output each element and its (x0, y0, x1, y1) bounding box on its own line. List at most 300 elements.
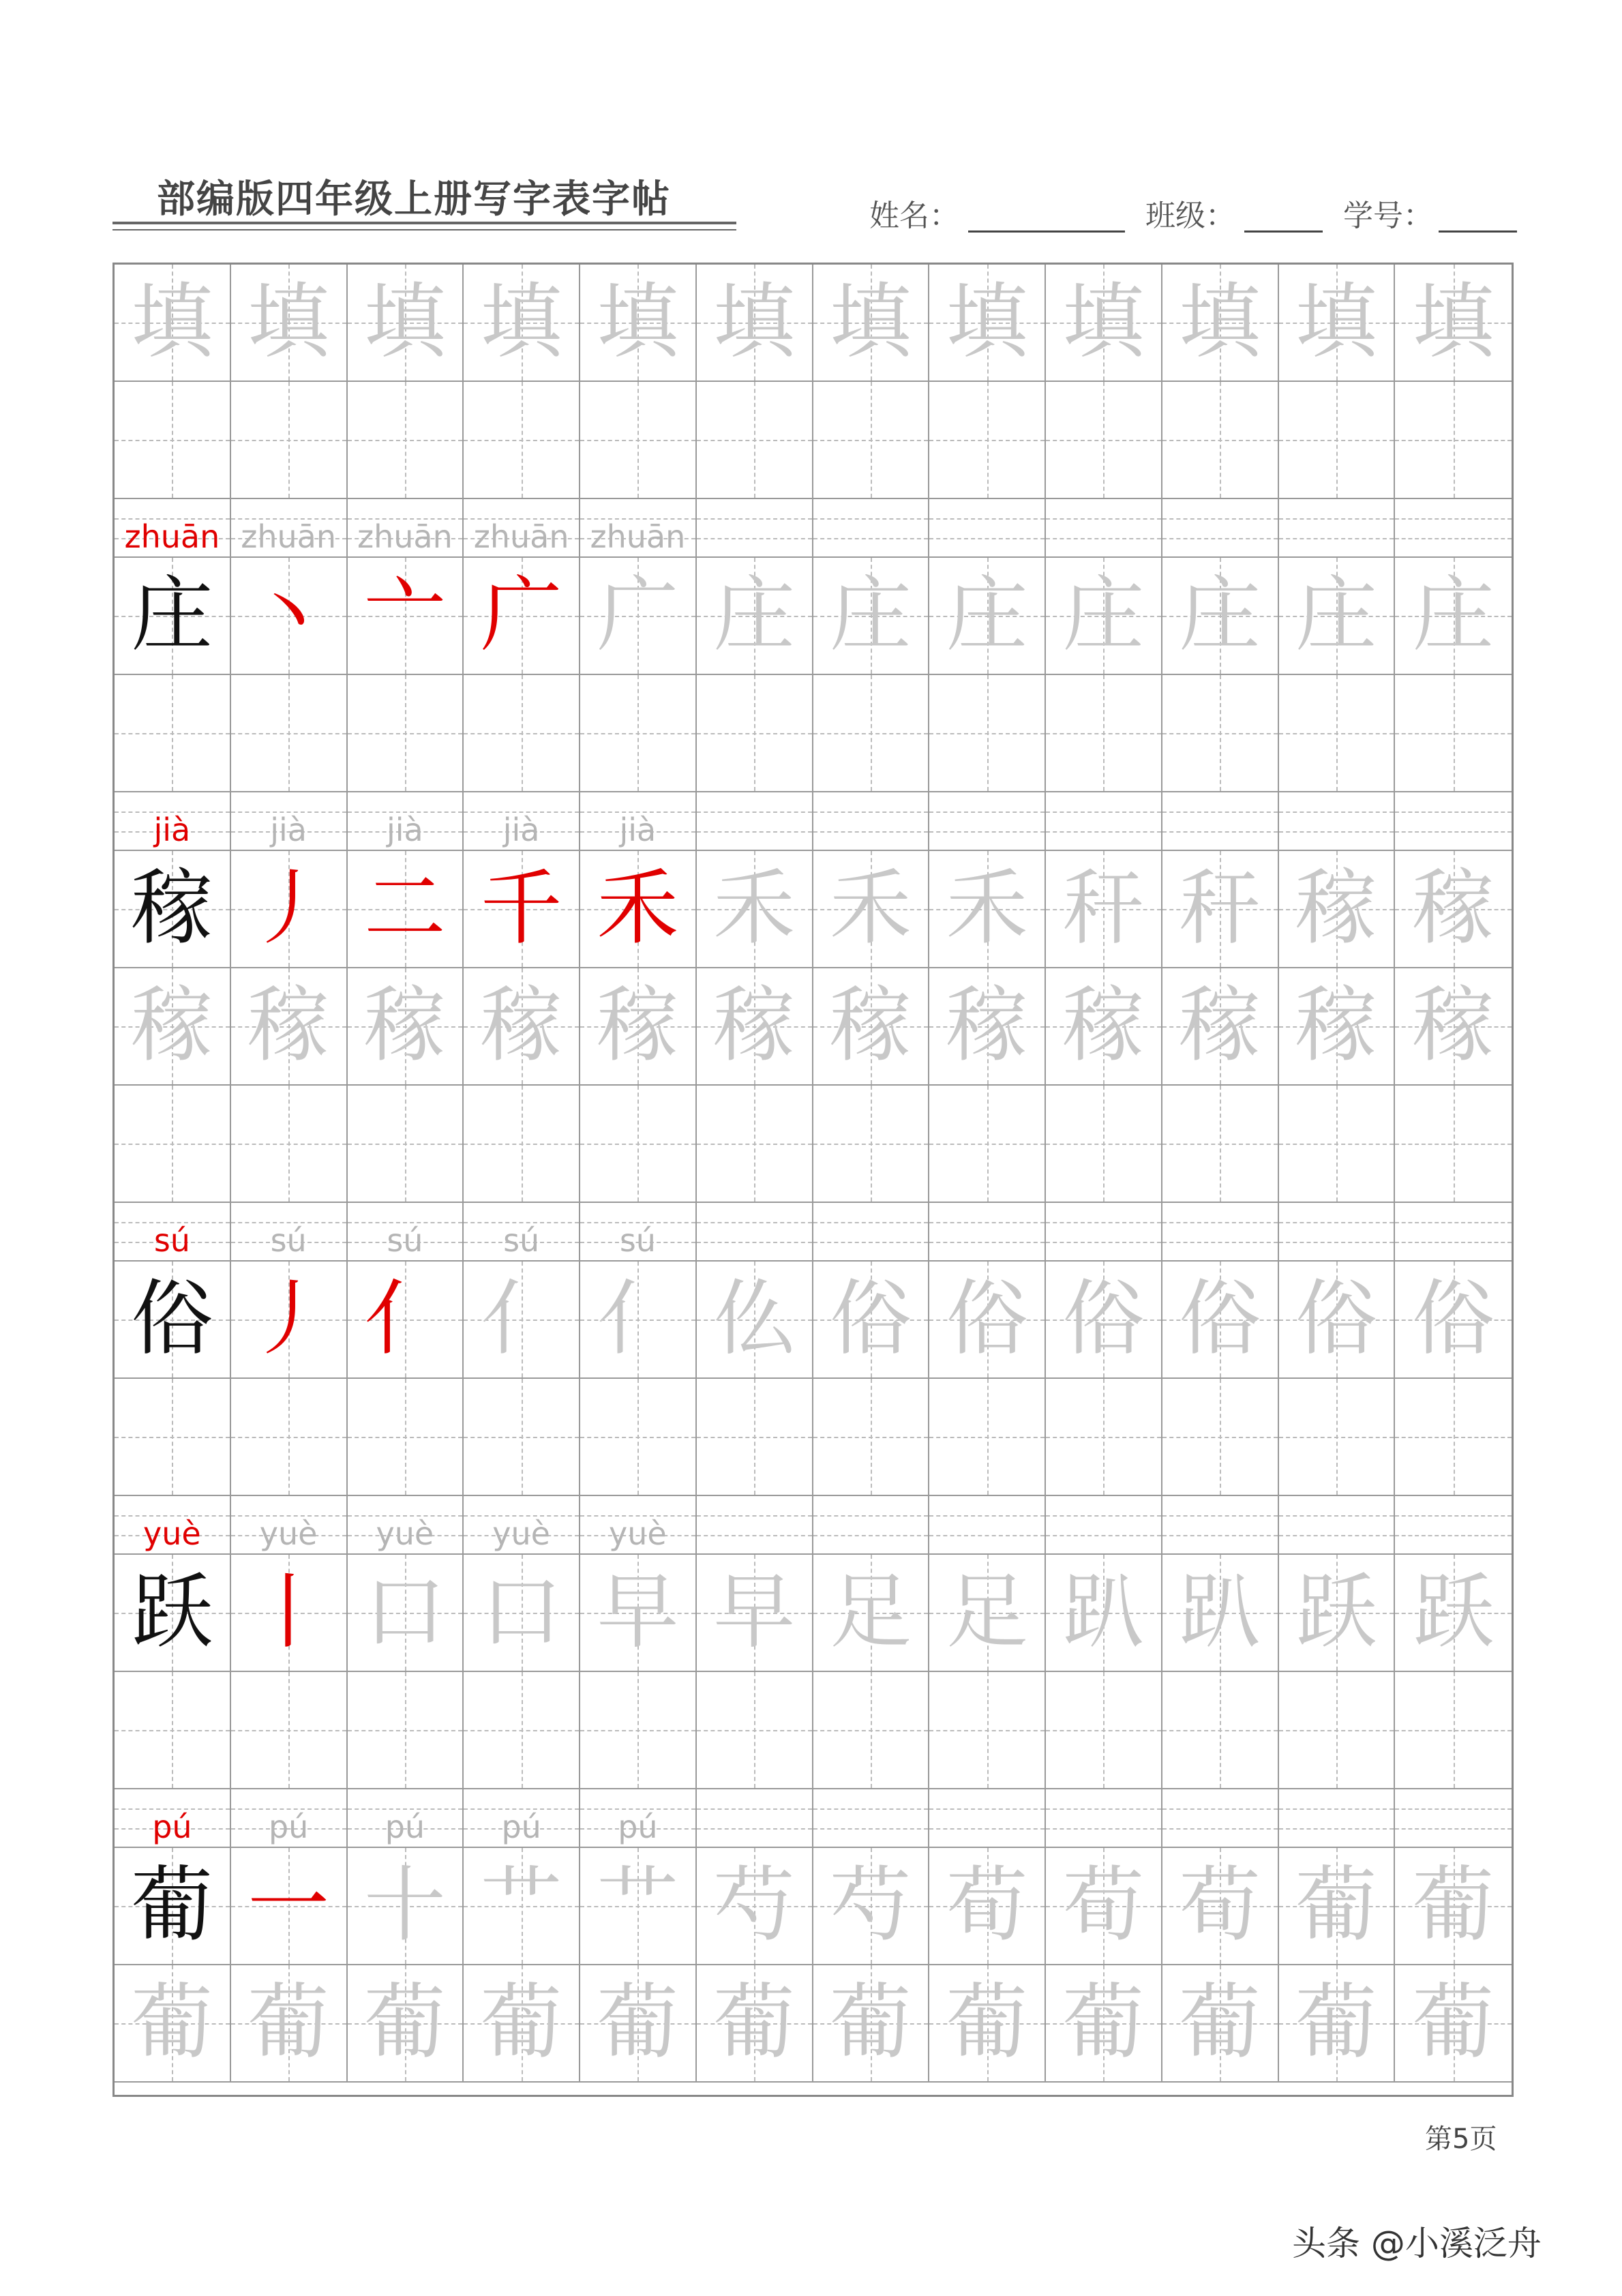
writing-cell[interactable] (929, 675, 1046, 792)
pinyin-cell[interactable] (115, 1789, 231, 1848)
pinyin-guide-line (1279, 538, 1394, 539)
pinyin-guide-line (1395, 1515, 1512, 1517)
pinyin-cell[interactable] (1046, 792, 1162, 851)
character-cell (1395, 1262, 1512, 1379)
writing-cell[interactable] (697, 382, 813, 499)
pinyin-cell[interactable] (697, 1496, 813, 1555)
character-cell (697, 558, 813, 675)
pinyin-cell[interactable] (813, 792, 930, 851)
pinyin-cell[interactable] (464, 792, 580, 851)
character-cell (348, 1555, 464, 1672)
trace-character: 葡 (829, 1976, 912, 2070)
pinyin-cell[interactable] (697, 1789, 813, 1848)
writing-cell[interactable] (348, 382, 464, 499)
guide-line-horizontal (1395, 440, 1512, 441)
writing-cell[interactable] (813, 1086, 930, 1203)
pinyin-guide-line (813, 538, 929, 539)
writing-cell[interactable] (1395, 1086, 1512, 1203)
guide-line-horizontal (231, 440, 346, 441)
guide-line-horizontal (1046, 733, 1161, 734)
pinyin-cell[interactable] (1279, 499, 1396, 558)
character-cell (115, 1848, 231, 1965)
writing-cell[interactable] (697, 1086, 813, 1203)
character-cell (231, 968, 348, 1086)
pinyin-guide-line (1046, 538, 1161, 539)
trace-character: 庄 (1179, 568, 1261, 663)
pinyin-cell[interactable] (1162, 1203, 1279, 1262)
writing-cell[interactable] (231, 1379, 348, 1496)
writing-cell[interactable] (1395, 675, 1512, 792)
writing-cell[interactable] (231, 1086, 348, 1203)
pinyin-text: sú (503, 1222, 540, 1259)
trace-character: 早 (597, 1565, 679, 1660)
character-cell (464, 1848, 580, 1965)
pinyin-cell[interactable] (1395, 1789, 1512, 1848)
pinyin-cell[interactable] (580, 1203, 697, 1262)
pinyin-guide-line (1395, 1535, 1512, 1536)
pinyin-guide-line (813, 518, 929, 520)
trace-character: 庄 (1295, 568, 1377, 663)
character-cell (1279, 1965, 1396, 2083)
character-cell (580, 851, 697, 968)
character-cell (231, 851, 348, 968)
pinyin-cell[interactable] (115, 1496, 231, 1555)
pinyin-guide-line (1279, 1222, 1394, 1223)
trace-character: 葡 (1412, 1976, 1495, 2070)
writing-cell[interactable] (1162, 1086, 1279, 1203)
pinyin-guide-line (929, 518, 1045, 520)
pinyin-cell[interactable] (929, 1496, 1046, 1555)
writing-cell[interactable] (1162, 675, 1279, 792)
trace-character: 荀 (946, 1858, 1028, 1953)
character-cell (348, 968, 464, 1086)
character-row (115, 851, 1512, 968)
character-cell (1162, 558, 1279, 675)
pinyin-guide-line (697, 831, 812, 833)
pinyin-text: jià (502, 811, 540, 848)
guide-line-horizontal (115, 1437, 230, 1438)
writing-cell[interactable] (464, 382, 580, 499)
character-cell (348, 851, 464, 968)
pinyin-cell[interactable] (929, 1789, 1046, 1848)
pinyin-guide-line (1046, 1828, 1161, 1830)
trace-character: 稼 (1295, 979, 1377, 1073)
guide-line-horizontal (1046, 440, 1161, 441)
writing-cell[interactable] (1046, 1379, 1162, 1496)
trace-character: 趴 (1062, 1565, 1145, 1660)
character-cell (1279, 265, 1396, 382)
writing-cell[interactable] (1279, 1086, 1396, 1203)
guide-line-horizontal (929, 1144, 1045, 1145)
pinyin-cell[interactable] (813, 1496, 930, 1555)
guide-line-horizontal (1162, 440, 1278, 441)
character-cell (464, 1965, 580, 2083)
character-cell (231, 558, 348, 675)
pinyin-guide-line (697, 1222, 812, 1223)
writing-cell[interactable] (1046, 1086, 1162, 1203)
pinyin-cell[interactable] (464, 1496, 580, 1555)
pinyin-text: sú (153, 1222, 190, 1259)
writing-cell[interactable] (348, 675, 464, 792)
pinyin-guide-line (813, 1515, 929, 1517)
writing-cell[interactable] (929, 1672, 1046, 1789)
guide-line-horizontal (348, 733, 463, 734)
guide-line-horizontal (1395, 1144, 1512, 1145)
writing-cell[interactable] (348, 1086, 464, 1203)
trace-character: 芍 (713, 1858, 796, 1953)
writing-cell[interactable] (929, 382, 1046, 499)
trace-character: 稼 (1179, 979, 1261, 1073)
character-cell (348, 1965, 464, 2083)
pinyin-guide-line (1046, 1222, 1161, 1223)
pinyin-text: zhuān (590, 518, 686, 555)
pinyin-guide-line (1162, 1515, 1278, 1517)
pinyin-cell[interactable] (1162, 1496, 1279, 1555)
class-blank[interactable] (1244, 230, 1323, 233)
guide-line-horizontal (580, 1437, 695, 1438)
character-row (115, 1262, 1512, 1379)
writing-cell[interactable] (1046, 382, 1162, 499)
writing-cell[interactable] (697, 1379, 813, 1496)
pinyin-guide-line (1395, 831, 1512, 833)
pinyin-text: jià (619, 811, 657, 848)
model-character: 葡 (131, 1858, 213, 1953)
pinyin-cell[interactable] (115, 1203, 231, 1262)
name-field (869, 191, 959, 235)
pinyin-text: yuè (609, 1515, 667, 1552)
trace-character: 葡 (1062, 1976, 1145, 2070)
character-cell (580, 558, 697, 675)
trace-character: 稼 (1295, 861, 1377, 956)
pinyin-guide-line (1046, 518, 1161, 520)
writing-cell[interactable] (697, 1672, 813, 1789)
writing-cell[interactable] (1046, 675, 1162, 792)
character-cell (464, 265, 580, 382)
writing-cell[interactable] (348, 1379, 464, 1496)
writing-cell[interactable] (1279, 1672, 1396, 1789)
character-cell (813, 968, 930, 1086)
trace-character: 俗 (829, 1272, 912, 1367)
writing-cell[interactable] (580, 1379, 697, 1496)
writing-cell[interactable] (115, 1379, 231, 1496)
pinyin-cell[interactable] (1395, 1203, 1512, 1262)
pinyin-cell[interactable] (115, 792, 231, 851)
trace-character: 填 (1062, 275, 1145, 370)
watermark: 头条 @小溪泛舟 (1292, 2224, 1542, 2263)
guide-line-horizontal (1162, 1730, 1278, 1731)
trace-character: 俗 (946, 1272, 1028, 1367)
trace-character: 稼 (131, 979, 213, 1073)
pinyin-cell[interactable] (348, 499, 464, 558)
writing-cell[interactable] (813, 382, 930, 499)
character-cell (813, 1262, 930, 1379)
writing-cell[interactable] (813, 1379, 930, 1496)
pinyin-guide-line (1162, 1242, 1278, 1243)
writing-cell[interactable] (580, 1086, 697, 1203)
trace-character: 葡 (597, 1976, 679, 2070)
writing-cell[interactable] (115, 1086, 231, 1203)
pinyin-cell[interactable] (231, 1203, 348, 1262)
trace-character: 稼 (1062, 979, 1145, 1073)
stroke-step-character: 亻 (363, 1272, 446, 1367)
guide-line-horizontal (697, 1144, 812, 1145)
guide-line-horizontal (464, 1144, 579, 1145)
pinyin-cell[interactable] (697, 792, 813, 851)
guide-line-horizontal (929, 1730, 1045, 1731)
pinyin-text: yuè (376, 1515, 434, 1552)
writing-cell[interactable] (464, 675, 580, 792)
pinyin-guide-line (813, 1828, 929, 1830)
guide-line-horizontal (929, 733, 1045, 734)
character-cell (697, 1848, 813, 1965)
character-cell (115, 968, 231, 1086)
guide-line-horizontal (697, 1437, 812, 1438)
writing-cell[interactable] (231, 382, 348, 499)
character-cell (1279, 558, 1396, 675)
pinyin-cell[interactable] (1046, 499, 1162, 558)
pinyin-guide-line (1162, 538, 1278, 539)
character-cell (1046, 558, 1162, 675)
pinyin-cell[interactable] (1395, 499, 1512, 558)
pinyin-cell[interactable] (464, 499, 580, 558)
pinyin-cell[interactable] (1162, 792, 1279, 851)
character-cell (813, 1555, 930, 1672)
guide-line-horizontal (115, 1144, 230, 1145)
pinyin-cell[interactable] (1046, 1203, 1162, 1262)
guide-line-horizontal (464, 440, 579, 441)
character-cell (580, 1555, 697, 1672)
pinyin-cell[interactable] (115, 499, 231, 558)
trace-character: 跃 (1295, 1565, 1377, 1660)
pinyin-cell[interactable] (697, 1203, 813, 1262)
character-cell (1162, 1965, 1279, 2083)
name-blank[interactable] (968, 230, 1125, 233)
trace-character: 足 (829, 1565, 912, 1660)
trace-character: 趴 (1179, 1565, 1261, 1660)
pinyin-guide-line (1162, 518, 1278, 520)
character-cell (1279, 1848, 1396, 1965)
pinyin-cell[interactable] (1046, 1496, 1162, 1555)
character-cell (1162, 851, 1279, 968)
pinyin-guide-line (1279, 811, 1394, 813)
writing-cell[interactable] (1395, 382, 1512, 499)
pinyin-cell[interactable] (231, 1496, 348, 1555)
character-cell (929, 968, 1046, 1086)
pinyin-guide-line (1395, 1828, 1512, 1830)
pinyin-cell[interactable] (1162, 1789, 1279, 1848)
trace-character: 口 (363, 1565, 446, 1660)
writing-cell[interactable] (464, 1379, 580, 1496)
pinyin-guide-line (697, 1515, 812, 1517)
writing-cell[interactable] (348, 1672, 464, 1789)
pinyin-cell[interactable] (231, 792, 348, 851)
writing-cell[interactable] (813, 675, 930, 792)
trace-character: 填 (480, 275, 562, 370)
pinyin-cell[interactable] (580, 1789, 697, 1848)
writing-cell[interactable] (115, 382, 231, 499)
character-row (115, 1965, 1512, 2083)
guide-line-horizontal (348, 1144, 463, 1145)
writing-cell[interactable] (1162, 1379, 1279, 1496)
writing-cell[interactable] (1279, 675, 1396, 792)
pinyin-cell[interactable] (697, 499, 813, 558)
pinyin-cell[interactable] (348, 792, 464, 851)
pinyin-guide-line (1162, 811, 1278, 813)
character-cell (697, 1965, 813, 2083)
pinyin-cell[interactable] (580, 1496, 697, 1555)
pinyin-cell[interactable] (348, 1203, 464, 1262)
stroke-step-character: 一 (247, 1858, 330, 1953)
writing-cell[interactable] (231, 675, 348, 792)
guide-line-horizontal (697, 1730, 812, 1731)
character-cell (813, 851, 930, 968)
pinyin-cell[interactable] (231, 1789, 348, 1848)
character-cell (580, 1262, 697, 1379)
guide-line-horizontal (813, 440, 929, 441)
pinyin-guide-line (697, 811, 812, 813)
writing-cell[interactable] (1046, 1672, 1162, 1789)
guide-line-horizontal (1046, 1437, 1161, 1438)
writing-cell[interactable] (697, 675, 813, 792)
character-cell (813, 1965, 930, 2083)
character-cell (929, 558, 1046, 675)
pinyin-cell[interactable] (580, 792, 697, 851)
guide-line-horizontal (464, 1730, 579, 1731)
pinyin-cell[interactable] (1279, 1203, 1396, 1262)
guide-line-horizontal (580, 1144, 695, 1145)
id-blank[interactable] (1439, 230, 1517, 233)
pinyin-cell[interactable] (813, 1789, 930, 1848)
pinyin-cell[interactable] (348, 1789, 464, 1848)
pinyin-cell[interactable] (813, 499, 930, 558)
pinyin-cell[interactable] (464, 1203, 580, 1262)
writing-cell[interactable] (1162, 1672, 1279, 1789)
writing-cell[interactable] (231, 1672, 348, 1789)
writing-cell[interactable] (464, 1672, 580, 1789)
writing-cell[interactable] (464, 1086, 580, 1203)
stroke-step-character: 禾 (597, 861, 679, 956)
stroke-step-character: 亠 (363, 568, 446, 663)
pinyin-cell[interactable] (1046, 1789, 1162, 1848)
pinyin-cell[interactable] (1395, 792, 1512, 851)
trace-character: 填 (1295, 275, 1377, 370)
writing-cell[interactable] (1279, 1379, 1396, 1496)
guide-line-horizontal (929, 1437, 1045, 1438)
pinyin-cell[interactable] (1395, 1496, 1512, 1555)
character-cell (813, 265, 930, 382)
writing-cell[interactable] (580, 382, 697, 499)
trace-character: 稼 (1412, 861, 1495, 956)
trace-character: 十 (363, 1858, 446, 1953)
guide-line-horizontal (231, 1730, 346, 1731)
pinyin-cell[interactable] (348, 1496, 464, 1555)
pinyin-guide-line (813, 1242, 929, 1243)
guide-line-horizontal (231, 1144, 346, 1145)
writing-cell[interactable] (1395, 1672, 1512, 1789)
guide-line-horizontal (464, 1437, 579, 1438)
trace-character: 亻 (597, 1272, 679, 1367)
model-character: 俗 (131, 1272, 213, 1367)
pinyin-cell[interactable] (580, 499, 697, 558)
pinyin-guide-line (929, 1828, 1045, 1830)
trace-character: 稼 (1412, 979, 1495, 1073)
character-cell (929, 1555, 1046, 1672)
pinyin-guide-line (697, 1535, 812, 1536)
pinyin-cell[interactable] (464, 1789, 580, 1848)
guide-line-horizontal (580, 440, 695, 441)
writing-cell[interactable] (1279, 382, 1396, 499)
stroke-step-character: 二 (363, 861, 446, 956)
stroke-step-character: 丿 (247, 1272, 330, 1367)
pinyin-guide-line (1046, 811, 1161, 813)
pinyin-cell[interactable] (1279, 1789, 1396, 1848)
writing-cell[interactable] (580, 1672, 697, 1789)
blank-row (115, 1672, 1512, 1789)
trace-character: 稼 (597, 979, 679, 1073)
pinyin-text: pú (385, 1808, 425, 1845)
trace-character: 荀 (1062, 1858, 1145, 1953)
character-cell (1279, 851, 1396, 968)
pinyin-cell[interactable] (1279, 1496, 1396, 1555)
class-label: 班级： (1145, 198, 1235, 233)
trace-character: 稼 (829, 979, 912, 1073)
pinyin-cell[interactable] (231, 499, 348, 558)
character-cell (464, 1555, 580, 1672)
character-cell (231, 1555, 348, 1672)
guide-line-horizontal (929, 440, 1045, 441)
character-cell (348, 265, 464, 382)
pinyin-row (115, 1789, 1512, 1848)
writing-cell[interactable] (813, 1672, 930, 1789)
trace-character: 填 (1179, 275, 1261, 370)
pinyin-cell[interactable] (813, 1203, 930, 1262)
pinyin-cell[interactable] (929, 499, 1046, 558)
writing-cell[interactable] (929, 1379, 1046, 1496)
writing-cell[interactable] (115, 1672, 231, 1789)
character-cell (813, 558, 930, 675)
character-cell (231, 1965, 348, 2083)
character-cell (697, 265, 813, 382)
pinyin-cell[interactable] (929, 1203, 1046, 1262)
pinyin-cell[interactable] (1162, 499, 1279, 558)
character-cell (1162, 1262, 1279, 1379)
trace-character: 稼 (363, 979, 446, 1073)
pinyin-guide-line (1046, 1535, 1161, 1536)
pinyin-guide-line (1279, 1515, 1394, 1517)
character-cell (115, 558, 231, 675)
pinyin-cell[interactable] (929, 792, 1046, 851)
character-cell (1279, 1262, 1396, 1379)
writing-cell[interactable] (115, 675, 231, 792)
pinyin-cell[interactable] (1279, 792, 1396, 851)
pinyin-guide-line (1395, 1222, 1512, 1223)
trace-character: 庄 (946, 568, 1028, 663)
writing-cell[interactable] (1395, 1379, 1512, 1496)
guide-line-horizontal (348, 1437, 463, 1438)
pinyin-text: pú (152, 1808, 192, 1845)
pinyin-guide-line (1279, 1535, 1394, 1536)
writing-cell[interactable] (580, 675, 697, 792)
character-cell (580, 968, 697, 1086)
character-row (115, 1555, 1512, 1672)
pinyin-guide-line (1046, 831, 1161, 833)
pinyin-guide-line (1279, 1242, 1394, 1243)
pinyin-guide-line (697, 1808, 812, 1810)
character-cell (1046, 851, 1162, 968)
writing-cell[interactable] (929, 1086, 1046, 1203)
character-cell (1279, 1555, 1396, 1672)
writing-cell[interactable] (1162, 382, 1279, 499)
